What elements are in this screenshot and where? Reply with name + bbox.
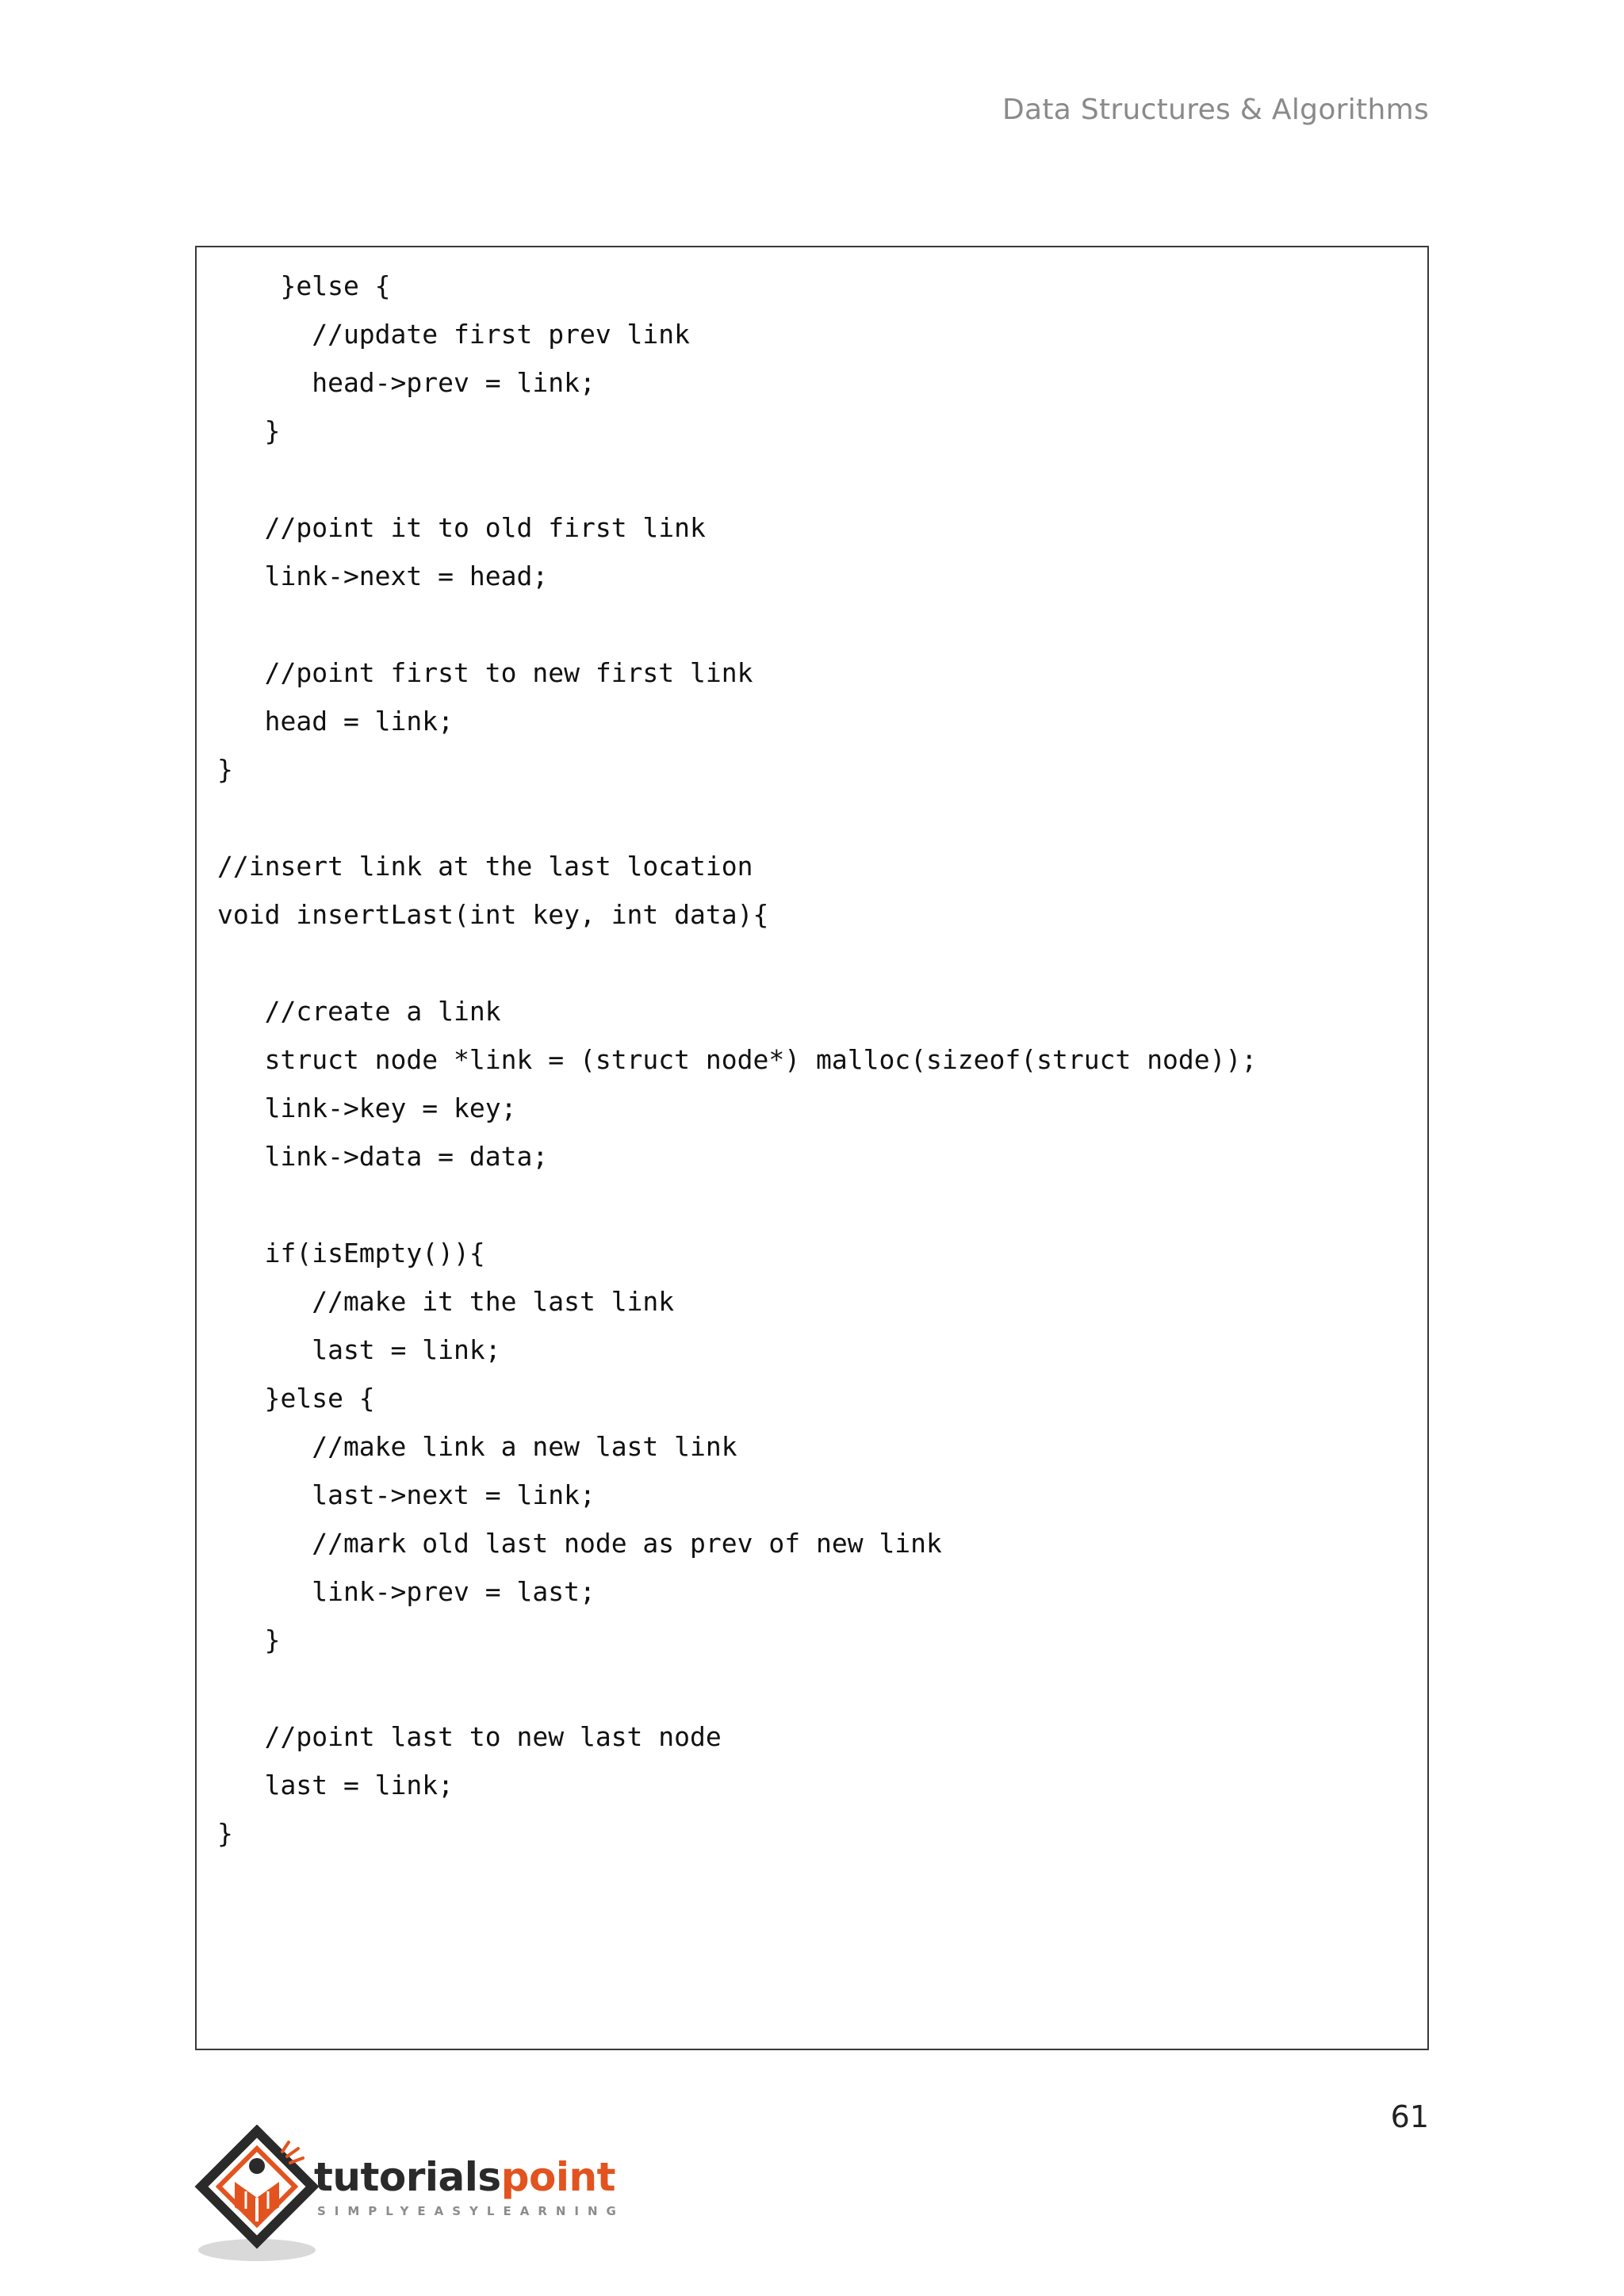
code-line bbox=[217, 1664, 1257, 1712]
page-number: 61 bbox=[1390, 2099, 1429, 2134]
code-line: last = link; bbox=[217, 1334, 501, 1365]
code-line bbox=[217, 1181, 1257, 1229]
code-line: //point last to new last node bbox=[217, 1721, 722, 1752]
code-line bbox=[217, 939, 1257, 987]
code-line bbox=[217, 455, 1257, 503]
code-line: }else { bbox=[217, 1383, 375, 1414]
code-line: head = link; bbox=[217, 706, 454, 737]
code-line: } bbox=[217, 1818, 233, 1849]
logo-tagline: SIMPLYEASYLEARNING bbox=[317, 2204, 625, 2218]
code-line: if(isEmpty()){ bbox=[217, 1238, 485, 1269]
code-line: //point first to new first link bbox=[217, 657, 753, 688]
code-listing bbox=[217, 262, 1257, 1858]
code-line: void insertLast(int key, int data){ bbox=[217, 899, 769, 930]
code-line: link->key = key; bbox=[217, 1093, 517, 1123]
code-line: //create a link bbox=[217, 996, 501, 1027]
code-line: link->prev = last; bbox=[217, 1576, 596, 1607]
code-line: //insert link at the last location bbox=[217, 851, 753, 882]
code-line: link->next = head; bbox=[217, 561, 549, 591]
code-line: last->next = link; bbox=[217, 1479, 596, 1510]
logo-wordmark bbox=[314, 2155, 615, 2199]
code-line: } bbox=[217, 754, 233, 785]
code-line: struct node *link = (struct node*) malloc(sizeof(struct node)); bbox=[217, 1044, 1258, 1075]
code-line bbox=[217, 794, 1257, 842]
logo-wordmark-point: point bbox=[500, 2154, 615, 2200]
code-line: //make it the last link bbox=[217, 1286, 675, 1317]
code-line: //make link a new last link bbox=[217, 1431, 737, 1462]
tutorialspoint-logo bbox=[193, 2125, 638, 2267]
code-line: } bbox=[217, 415, 281, 446]
code-line: //mark old last node as prev of new link bbox=[217, 1528, 942, 1559]
logo-wordmark-tutorials: tutorials bbox=[314, 2154, 501, 2200]
code-line: last = link; bbox=[217, 1770, 454, 1800]
logo-diamond-icon bbox=[193, 2125, 328, 2267]
code-block bbox=[195, 246, 1429, 2050]
code-line: head->prev = link; bbox=[217, 367, 596, 398]
code-line bbox=[217, 600, 1257, 649]
code-line: //update first prev link bbox=[217, 319, 691, 350]
code-line: }else { bbox=[217, 270, 391, 301]
running-header: Data Structures & Algorithms bbox=[1002, 94, 1429, 126]
code-line: //point it to old first link bbox=[217, 512, 706, 543]
code-line: } bbox=[217, 1624, 281, 1655]
code-line: link->data = data; bbox=[217, 1141, 549, 1172]
